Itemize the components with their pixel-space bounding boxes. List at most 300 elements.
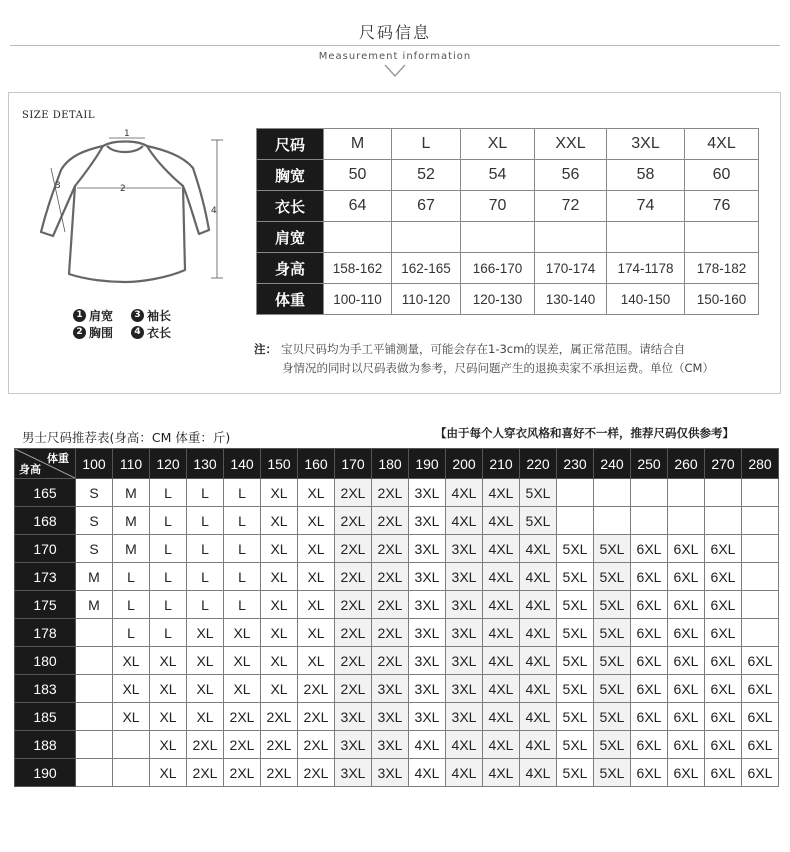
legend-item: [73, 324, 113, 341]
size-cell: 3XL: [372, 759, 409, 787]
size-cell: 6XL: [668, 675, 705, 703]
weight-header-cell: 270: [705, 449, 742, 479]
size-cell: 5XL: [520, 507, 557, 535]
size-cell: 3XL: [372, 675, 409, 703]
size-cell: 3XL: [446, 619, 483, 647]
table-cell: 166-170: [461, 253, 535, 284]
title-divider: [10, 45, 780, 46]
size-cell: XL: [298, 619, 335, 647]
measure-label-4: 4: [211, 206, 217, 216]
size-cell: XL: [298, 535, 335, 563]
size-cell: 5XL: [594, 703, 631, 731]
size-cell: XL: [461, 129, 535, 160]
measure-row: [257, 253, 759, 284]
number-badge-icon: 3: [131, 309, 144, 322]
size-cell: 2XL: [261, 759, 298, 787]
height-header-cell: 165: [15, 479, 76, 507]
table-row: [15, 479, 779, 507]
size-cell: 6XL: [631, 647, 668, 675]
size-cell: 4XL: [409, 731, 446, 759]
weight-header-cell: 280: [742, 449, 779, 479]
table-row: [15, 619, 779, 647]
weight-header-cell: 140: [224, 449, 261, 479]
size-cell: 6XL: [705, 563, 742, 591]
size-cell: [113, 731, 150, 759]
size-cell: 2XL: [372, 563, 409, 591]
size-cell: 3XL: [409, 647, 446, 675]
note-prefix: 注：: [254, 342, 277, 356]
table-row: [15, 703, 779, 731]
size-cell: 5XL: [594, 731, 631, 759]
section-title: 尺码信息: [358, 23, 431, 42]
size-cell: 3XL: [607, 129, 685, 160]
table-cell: [535, 222, 607, 253]
size-cell: M: [113, 535, 150, 563]
shirt-outline-icon: [41, 142, 209, 283]
table-cell: 72: [535, 191, 607, 222]
size-detail-label: SIZE DETAIL: [22, 110, 95, 121]
size-cell: 6XL: [705, 535, 742, 563]
size-cell: 2XL: [187, 759, 224, 787]
table-cell: 50: [324, 160, 392, 191]
size-cell: XL: [298, 479, 335, 507]
size-cell: 6XL: [705, 759, 742, 787]
size-cell: M: [324, 129, 392, 160]
size-cell: 6XL: [631, 675, 668, 703]
size-cell: XL: [150, 703, 187, 731]
weight-header-cell: 210: [483, 449, 520, 479]
weight-header-cell: 250: [631, 449, 668, 479]
weight-header-cell: 170: [335, 449, 372, 479]
weight-header-row: [15, 449, 779, 479]
section-subtitle: Measurement information: [318, 51, 472, 62]
height-header-cell: 170: [15, 535, 76, 563]
size-cell: S: [76, 479, 113, 507]
measure-label-1: 1: [124, 129, 130, 139]
row-header: 肩宽: [257, 222, 324, 253]
size-cell: M: [113, 507, 150, 535]
table-cell: 76: [685, 191, 759, 222]
size-cell: 4XL: [520, 759, 557, 787]
number-badge-icon: 1: [73, 309, 86, 322]
table-cell: [324, 222, 392, 253]
size-cell: 4XL: [446, 479, 483, 507]
weight-header-cell: 180: [372, 449, 409, 479]
height-header-cell: 185: [15, 703, 76, 731]
row-header: 尺码: [257, 129, 324, 160]
size-cell: 5XL: [557, 675, 594, 703]
size-cell: 3XL: [335, 759, 372, 787]
size-cell: 6XL: [742, 703, 779, 731]
size-header-row: [257, 129, 759, 160]
table-cell: 130-140: [535, 284, 607, 315]
size-cell: 3XL: [446, 591, 483, 619]
row-header: 体重: [257, 284, 324, 315]
height-header-cell: 190: [15, 759, 76, 787]
size-cell: XL: [298, 647, 335, 675]
size-cell: 2XL: [261, 703, 298, 731]
size-cell: L: [150, 507, 187, 535]
size-cell: 2XL: [372, 479, 409, 507]
measure-lines: [51, 138, 223, 278]
size-cell: [76, 759, 113, 787]
table-cell: 67: [392, 191, 461, 222]
measure-row: [257, 160, 759, 191]
weight-header-cell: 220: [520, 449, 557, 479]
size-cell: 5XL: [557, 619, 594, 647]
size-cell: [594, 507, 631, 535]
size-cell: 2XL: [335, 535, 372, 563]
size-cell: XL: [261, 619, 298, 647]
size-cell: 4XL: [685, 129, 759, 160]
size-cell: [76, 703, 113, 731]
legend-item: [131, 307, 171, 324]
size-cell: XL: [187, 619, 224, 647]
height-header-cell: 175: [15, 591, 76, 619]
size-cell: 3XL: [409, 675, 446, 703]
size-cell: [705, 479, 742, 507]
size-cell: 5XL: [594, 675, 631, 703]
measure-label-2: 2: [120, 184, 126, 194]
table-cell: 54: [461, 160, 535, 191]
size-cell: 4XL: [483, 591, 520, 619]
size-cell: 2XL: [261, 731, 298, 759]
size-cell: 5XL: [557, 703, 594, 731]
size-cell: 2XL: [335, 647, 372, 675]
size-cell: 3XL: [409, 563, 446, 591]
size-cell: L: [224, 563, 261, 591]
legend-text: 肩宽: [89, 309, 114, 323]
size-cell: L: [392, 129, 461, 160]
size-cell: 6XL: [668, 731, 705, 759]
size-cell: 4XL: [483, 507, 520, 535]
size-cell: 6XL: [742, 731, 779, 759]
recommendation-remark: 【由于每个人穿衣风格和喜好不一样，推荐尺码仅供参考】: [435, 426, 734, 440]
size-cell: 2XL: [224, 759, 261, 787]
weight-header-cell: 190: [409, 449, 446, 479]
legend-text: 胸围: [89, 326, 114, 340]
size-cell: 4XL: [483, 479, 520, 507]
size-cell: XL: [150, 759, 187, 787]
size-cell: 2XL: [372, 619, 409, 647]
table-cell: [607, 222, 685, 253]
legend-text: 袖长: [147, 309, 172, 323]
table-row: [15, 507, 779, 535]
size-cell: 2XL: [224, 731, 261, 759]
size-cell: 3XL: [446, 703, 483, 731]
weight-header-cell: 150: [261, 449, 298, 479]
size-cell: 6XL: [705, 675, 742, 703]
size-cell: 3XL: [372, 731, 409, 759]
weight-header-cell: 120: [150, 449, 187, 479]
size-cell: 5XL: [594, 591, 631, 619]
size-cell: 2XL: [224, 703, 261, 731]
size-cell: XL: [187, 647, 224, 675]
size-cell: XL: [113, 703, 150, 731]
size-cell: 3XL: [409, 535, 446, 563]
size-cell: [742, 507, 779, 535]
size-cell: L: [150, 563, 187, 591]
size-cell: 2XL: [372, 507, 409, 535]
size-cell: XL: [261, 675, 298, 703]
size-cell: 3XL: [409, 507, 446, 535]
table-cell: 120-130: [461, 284, 535, 315]
size-cell: 6XL: [705, 619, 742, 647]
size-cell: XL: [261, 591, 298, 619]
size-cell: 2XL: [372, 647, 409, 675]
number-badge-icon: 4: [131, 326, 144, 339]
size-cell: 2XL: [298, 759, 335, 787]
size-cell: [631, 479, 668, 507]
size-cell: 5XL: [557, 591, 594, 619]
size-cell: 6XL: [668, 647, 705, 675]
row-header: 身高: [257, 253, 324, 284]
legend-item: [73, 307, 113, 324]
size-cell: 4XL: [520, 647, 557, 675]
measure-row: [257, 284, 759, 315]
size-cell: XL: [261, 479, 298, 507]
size-cell: 4XL: [483, 703, 520, 731]
size-cell: M: [113, 479, 150, 507]
table-cell: 150-160: [685, 284, 759, 315]
size-cell: [76, 619, 113, 647]
table-cell: 174-1178: [607, 253, 685, 284]
corner-weight-label: 体重: [47, 453, 69, 465]
size-cell: M: [76, 563, 113, 591]
size-cell: 2XL: [335, 507, 372, 535]
size-cell: 3XL: [409, 703, 446, 731]
size-cell: 6XL: [705, 731, 742, 759]
legend-text: 衣长: [147, 326, 172, 340]
table-cell: 178-182: [685, 253, 759, 284]
row-header: 胸宽: [257, 160, 324, 191]
shirt-diagram: [25, 128, 240, 303]
size-cell: 6XL: [742, 759, 779, 787]
recommendation-table: [14, 448, 779, 787]
table-row: [15, 535, 779, 563]
table-row: [15, 563, 779, 591]
size-cell: [742, 535, 779, 563]
size-cell: 2XL: [372, 535, 409, 563]
size-cell: 6XL: [668, 591, 705, 619]
size-cell: 3XL: [446, 563, 483, 591]
size-cell: 6XL: [631, 759, 668, 787]
size-cell: [668, 479, 705, 507]
weight-header-cell: 160: [298, 449, 335, 479]
size-cell: XL: [113, 675, 150, 703]
size-cell: L: [224, 479, 261, 507]
measure-label-3: 3: [55, 181, 61, 191]
measure-row: [257, 191, 759, 222]
size-cell: 4XL: [520, 563, 557, 591]
size-cell: L: [224, 591, 261, 619]
size-cell: L: [187, 535, 224, 563]
table-cell: 56: [535, 160, 607, 191]
size-cell: 4XL: [520, 703, 557, 731]
size-cell: XL: [150, 647, 187, 675]
size-cell: L: [187, 479, 224, 507]
size-cell: 3XL: [335, 731, 372, 759]
size-cell: L: [150, 479, 187, 507]
size-cell: L: [113, 591, 150, 619]
weight-header-cell: 200: [446, 449, 483, 479]
note-line-2: 身情况的同时以尺码表做为参考，尺码问题产生的退换卖家不承担运费。单位（CM）: [282, 361, 714, 375]
table-row: [15, 675, 779, 703]
size-cell: L: [224, 535, 261, 563]
size-cell: 4XL: [483, 647, 520, 675]
table-cell: 110-120: [392, 284, 461, 315]
size-cell: XL: [298, 563, 335, 591]
size-cell: [76, 731, 113, 759]
size-cell: 6XL: [631, 535, 668, 563]
size-cell: 6XL: [668, 563, 705, 591]
table-cell: [461, 222, 535, 253]
note-line-1: 宝贝尺码均为手工平铺测量，可能会存在1-3cm的误差，属正常范围。请结合自: [281, 342, 686, 356]
size-cell: [705, 507, 742, 535]
table-cell: 74: [607, 191, 685, 222]
chevron-down-icon: [383, 64, 407, 78]
size-cell: [742, 563, 779, 591]
table-cell: 170-174: [535, 253, 607, 284]
height-header-cell: 180: [15, 647, 76, 675]
size-cell: 3XL: [409, 619, 446, 647]
size-cell: 6XL: [631, 563, 668, 591]
size-cell: XL: [113, 647, 150, 675]
height-header-cell: 173: [15, 563, 76, 591]
size-cell: L: [113, 619, 150, 647]
size-cell: XL: [224, 647, 261, 675]
size-cell: 5XL: [594, 563, 631, 591]
size-cell: L: [187, 591, 224, 619]
size-cell: 4XL: [409, 759, 446, 787]
size-cell: 2XL: [335, 563, 372, 591]
number-badge-icon: 2: [73, 326, 86, 339]
size-cell: 5XL: [594, 759, 631, 787]
size-cell: L: [187, 507, 224, 535]
measure-row: [257, 222, 759, 253]
size-cell: 5XL: [557, 731, 594, 759]
size-cell: 2XL: [298, 731, 335, 759]
size-cell: [742, 591, 779, 619]
weight-header-cell: 240: [594, 449, 631, 479]
size-cell: XL: [298, 507, 335, 535]
size-cell: 2XL: [298, 703, 335, 731]
size-cell: 6XL: [631, 619, 668, 647]
size-cell: 3XL: [409, 591, 446, 619]
size-cell: XL: [261, 507, 298, 535]
size-table: [256, 128, 759, 315]
size-cell: XL: [150, 675, 187, 703]
size-cell: 5XL: [594, 535, 631, 563]
size-cell: XXL: [535, 129, 607, 160]
size-cell: XL: [150, 731, 187, 759]
size-cell: [76, 675, 113, 703]
size-cell: 4XL: [520, 591, 557, 619]
table-cell: 140-150: [607, 284, 685, 315]
size-cell: XL: [261, 647, 298, 675]
size-cell: 5XL: [520, 479, 557, 507]
size-cell: 5XL: [557, 535, 594, 563]
size-cell: L: [150, 619, 187, 647]
size-cell: 6XL: [631, 591, 668, 619]
weight-header-cell: 130: [187, 449, 224, 479]
size-cell: 3XL: [446, 675, 483, 703]
table-cell: 100-110: [324, 284, 392, 315]
size-cell: 6XL: [668, 703, 705, 731]
recommendation-title: 男士尺码推荐表(身高：CM 体重：斤): [22, 430, 231, 445]
height-header-cell: 168: [15, 507, 76, 535]
size-cell: XL: [224, 619, 261, 647]
size-cell: [668, 507, 705, 535]
table-row: [15, 591, 779, 619]
size-cell: 3XL: [372, 703, 409, 731]
size-cell: S: [76, 535, 113, 563]
size-cell: 2XL: [335, 675, 372, 703]
size-cell: 6XL: [631, 703, 668, 731]
size-cell: 4XL: [520, 619, 557, 647]
size-cell: XL: [187, 675, 224, 703]
size-cell: 2XL: [187, 731, 224, 759]
table-cell: [685, 222, 759, 253]
table-cell: 158-162: [324, 253, 392, 284]
size-cell: 4XL: [483, 563, 520, 591]
size-cell: [76, 647, 113, 675]
size-cell: [557, 479, 594, 507]
size-cell: [557, 507, 594, 535]
size-cell: L: [224, 507, 261, 535]
row-header: 衣长: [257, 191, 324, 222]
weight-header-cell: 100: [76, 449, 113, 479]
size-cell: 5XL: [557, 563, 594, 591]
size-cell: 4XL: [483, 759, 520, 787]
size-cell: 4XL: [520, 535, 557, 563]
size-cell: 6XL: [668, 759, 705, 787]
size-cell: [113, 759, 150, 787]
size-cell: 3XL: [335, 703, 372, 731]
size-cell: 4XL: [483, 731, 520, 759]
size-cell: XL: [187, 703, 224, 731]
table-cell: 162-165: [392, 253, 461, 284]
size-cell: 5XL: [594, 619, 631, 647]
size-cell: 5XL: [594, 647, 631, 675]
size-cell: 4XL: [446, 507, 483, 535]
size-cell: [742, 619, 779, 647]
size-cell: L: [113, 563, 150, 591]
size-cell: 4XL: [446, 731, 483, 759]
weight-header-cell: 260: [668, 449, 705, 479]
size-cell: XL: [298, 591, 335, 619]
size-cell: 4XL: [483, 619, 520, 647]
size-cell: 5XL: [557, 647, 594, 675]
size-cell: 4XL: [446, 759, 483, 787]
size-cell: S: [76, 507, 113, 535]
table-row: [15, 647, 779, 675]
corner-height-label: 身高: [19, 464, 41, 476]
size-cell: 6XL: [742, 675, 779, 703]
weight-header-cell: 110: [113, 449, 150, 479]
size-cell: 4XL: [483, 535, 520, 563]
size-cell: 2XL: [298, 675, 335, 703]
weight-header-cell: 230: [557, 449, 594, 479]
size-cell: 6XL: [668, 619, 705, 647]
size-cell: XL: [261, 535, 298, 563]
size-cell: 2XL: [335, 479, 372, 507]
size-cell: 2XL: [372, 591, 409, 619]
size-cell: 4XL: [520, 675, 557, 703]
size-cell: 6XL: [705, 591, 742, 619]
table-cell: 58: [607, 160, 685, 191]
size-cell: 2XL: [335, 591, 372, 619]
